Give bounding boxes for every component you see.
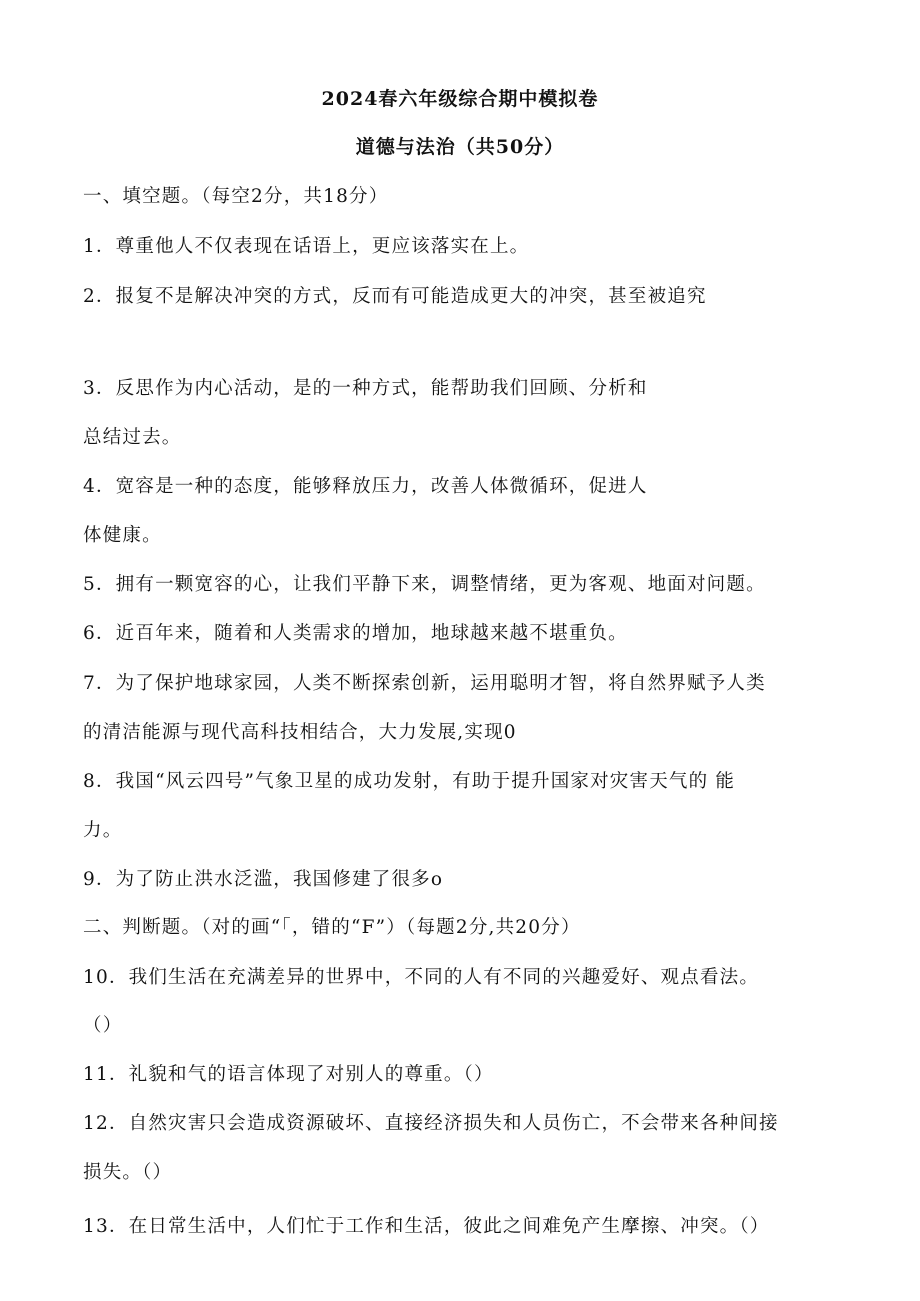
question-5: 5．拥有一颗宽容的心，让我们平静下来，调整情绪，更为客观、地面对问题。 [83, 574, 766, 595]
question-11: 11．礼貌和气的语言体现了对别人的尊重。（） [83, 1064, 494, 1085]
question-8-line-1: 8．我国“风云四号”气象卫星的成功发射，有助于提升国家对灾害天气的 能 [83, 771, 736, 792]
question-7-line-2: 的清洁能源与现代高科技相结合，大力发展,实现0 [83, 722, 517, 743]
section-two-heading: 二、判断题。（对的画“「，错的“F”）（每题2分,共20分） [83, 917, 581, 938]
section-one-heading: 一、填空题。（每空2分，共18分） [83, 186, 389, 207]
exam-title: 2024春六年级综合期中模拟卷 [321, 88, 599, 110]
exam-subtitle: 道德与法治（共50分） [355, 136, 565, 158]
question-7-line-1: 7．为了保护地球家园，人类不断探索创新，运用聪明才智，将自然界赋予人类 [83, 673, 766, 694]
question-12-line-2: 损失。（） [83, 1162, 173, 1183]
question-8-line-2: 力。 [83, 820, 123, 841]
question-1: 1．尊重他人不仅表现在话语上，更应该落实在上。 [83, 236, 530, 257]
question-10-line-2: （） [83, 1015, 123, 1036]
question-6: 6．近百年来，随着和人类需求的增加，地球越来越不堪重负。 [83, 623, 628, 644]
question-10-line-1: 10．我们生活在充满差异的世界中，不同的人有不同的兴趣爱好、观点看法。 [83, 967, 760, 988]
question-3-line-2: 总结过去。 [83, 427, 182, 448]
question-13: 13．在日常生活中，人们忙于工作和生活，彼此之间难免产生摩擦、冲突。（） [83, 1216, 770, 1237]
question-2: 2．报复不是解决冲突的方式，反而有可能造成更大的冲突，甚至被追究 [83, 286, 707, 307]
question-3-line-1: 3．反思作为内心活动，是的一种方式，能帮助我们回顾、分析和 [83, 378, 648, 399]
question-4-line-1: 4．宽容是一种的态度，能够释放压力，改善人体微循环，促进人 [83, 476, 648, 497]
question-9: 9．为了防止洪水泛滥，我国修建了很多o [83, 869, 444, 890]
question-4-line-2: 体健康。 [83, 525, 162, 546]
question-12-line-1: 12．自然灾害只会造成资源破坏、直接经济损失和人员伤亡，不会带来各种间接 [83, 1113, 779, 1134]
